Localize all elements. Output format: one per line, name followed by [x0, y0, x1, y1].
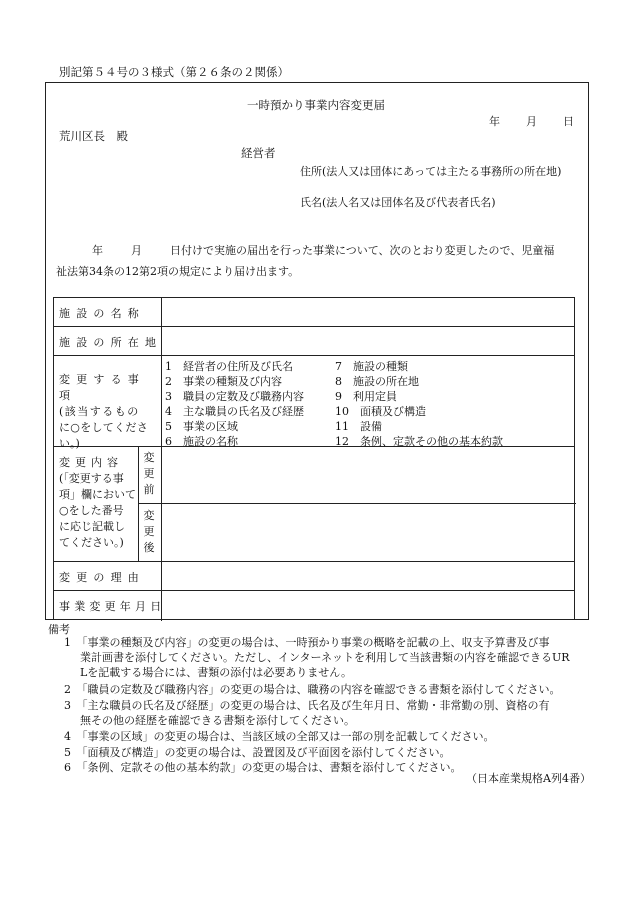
facility-address-field[interactable]: [162, 327, 574, 354]
change-content-label-line: 項」欄において: [59, 488, 136, 501]
note-line: Lを記載する場合には、書類の添付は必要ありません。: [80, 666, 352, 679]
change-item[interactable]: 12 条例、定款その他の基本約款: [335, 435, 503, 448]
before-label-char: 前: [143, 483, 155, 496]
change-item[interactable]: 6 施設の名称: [165, 435, 238, 448]
operator-label: 経営者: [241, 146, 276, 160]
note-line: 無その他の経歴を確認できる書類を添付してください。: [80, 714, 355, 727]
note-line: 6 「条例、定款その他の基本約款」の変更の場合は、書類を添付してください。: [64, 761, 462, 774]
operator-name-label: 氏名(法人名又は団体名及び代表者氏名): [300, 196, 496, 209]
body-text-line-1: 日付けで実施の届出を行った事業について、次のとおり変更したので、児童福: [170, 244, 555, 257]
change-item[interactable]: 10 面積及び構造: [335, 405, 426, 418]
note-line: 1 「事業の種類及び内容」の変更の場合は、一時預かり事業の概略を記載の上、収支予算書及び事: [64, 636, 550, 649]
declaration-text: [56, 240, 586, 282]
date-day-label: 日: [563, 115, 574, 128]
change-item[interactable]: 5 事業の区域: [165, 420, 238, 433]
note-line: 2 「職員の定数及び職務内容」の変更の場合は、職務の内容を確認できる書類を添付してください。: [64, 683, 561, 696]
change-content-label-line: (「変更する事: [59, 472, 124, 485]
facility-name-label: 施設の名称: [59, 307, 145, 320]
change-item[interactable]: 8 施設の所在地: [335, 375, 419, 388]
note-line: 3 「主な職員の氏名及び経歴」の変更の場合は、氏名及び生年月日、常勤・非常勤の別、資格の有: [64, 699, 550, 712]
change-notification-table: [53, 297, 575, 620]
after-label-char: 変: [143, 509, 155, 522]
change-item[interactable]: 11 設備: [335, 420, 382, 433]
change-content-label-line: てください。): [59, 536, 124, 549]
change-items-label-line: 変更する事項: [59, 373, 145, 402]
change-item[interactable]: 1 経営者の住所及び氏名: [165, 360, 293, 373]
body-month: 月: [131, 244, 142, 257]
after-label-char: 後: [143, 541, 155, 554]
change-items-label-line: に○をしてくださ: [59, 421, 148, 434]
note-line: 業計画書を添付してください。ただし、インターネットを利用して当該書類の内容を確認できるUR: [80, 651, 570, 664]
table-row-divider: [54, 355, 574, 356]
date-month-label: 月: [526, 115, 537, 128]
change-items-label-line: い。): [59, 437, 80, 450]
after-label-char: 更: [143, 525, 155, 538]
facility-address-label: 施設の所在地: [59, 336, 163, 349]
change-date-field[interactable]: [162, 591, 574, 619]
change-reason-field[interactable]: [162, 562, 574, 589]
change-reason-label: 変更の理由: [59, 571, 145, 584]
note-line: 5 「面積及び構造」の変更の場合は、設置図及び平面図を添付してください。: [64, 746, 451, 759]
change-items-label-line: (該当するもの: [59, 405, 140, 418]
change-item[interactable]: 3 職員の定数及び職務内容: [165, 390, 304, 403]
change-item[interactable]: 2 事業の種類及び内容: [165, 375, 282, 388]
addressee: 荒川区長 殿: [59, 129, 128, 143]
change-content-label: [59, 455, 139, 551]
change-date-label: 事業変更年月日: [59, 600, 166, 613]
before-label-char: 変: [143, 451, 155, 464]
change-content-label-line: ○をした番号: [59, 504, 124, 517]
change-content-label-line: に応じ記載し: [59, 520, 125, 533]
body-text-line-2: 祉法第34条の12第2項の規定により届け出ます。: [56, 265, 300, 278]
change-item[interactable]: 7 施設の種類: [335, 360, 408, 373]
note-line: 4 「事業の区域」の変更の場合は、当該区域の全部又は一部の別を記載してください。: [64, 730, 495, 743]
form-number-header: 別記第５４号の３様式（第２６条の２関係）: [59, 65, 289, 79]
change-item[interactable]: 9 利用定員: [335, 390, 397, 403]
form-title: 一時預かり事業内容変更届: [247, 98, 385, 112]
body-year: 年: [92, 244, 103, 257]
operator-address-label: 住所(法人又は団体にあっては主たる事務所の所在地): [300, 165, 562, 178]
submission-date: [489, 113, 574, 129]
facility-name-field[interactable]: [162, 299, 574, 325]
paper-size-footer: （日本産業規格A列4番）: [466, 772, 591, 785]
change-content-label-line: 変更内容: [59, 456, 123, 469]
before-change-field[interactable]: [162, 447, 574, 502]
notes-title: 備考: [48, 623, 70, 636]
change-items-label: [59, 372, 161, 452]
date-year-label: 年: [489, 115, 500, 128]
after-change-field[interactable]: [162, 504, 574, 560]
before-label-char: 更: [143, 467, 155, 480]
change-item[interactable]: 4 主な職員の氏名及び経歴: [165, 405, 304, 418]
